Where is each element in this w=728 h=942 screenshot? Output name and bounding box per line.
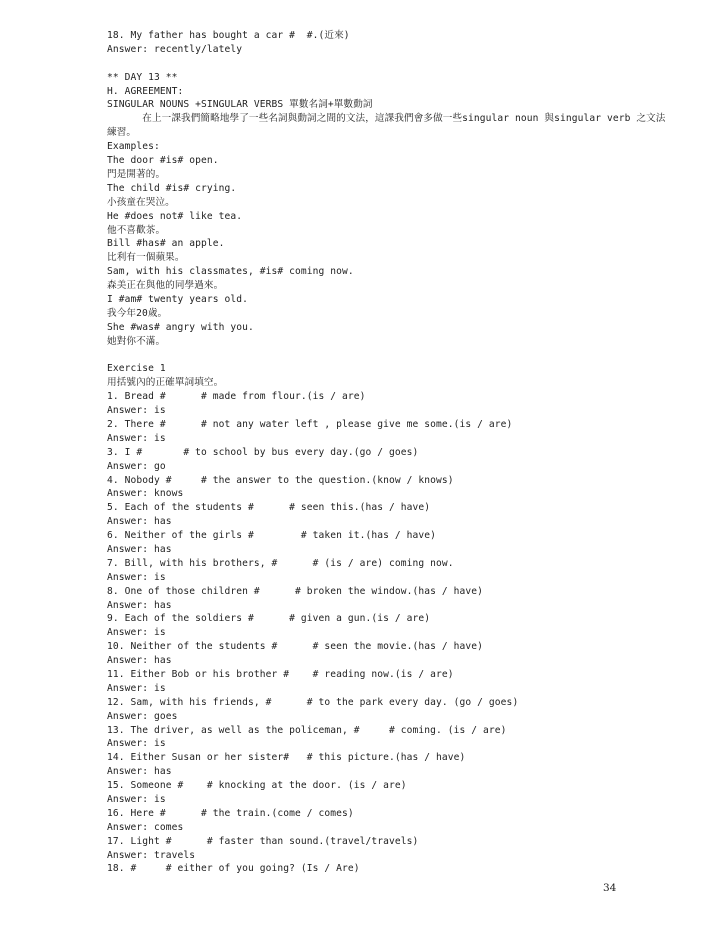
exercise-answer: Answer: is [107,738,166,750]
intro-paragraph: 在上一課我們簡略地學了一些名詞與動詞之間的文法，這課我們會多做一些singular noun 與singular verb 之文法練習。 [107,113,666,139]
exercise-answer: Answer: is [107,794,166,806]
example-line: He #does not# like tea. [107,210,243,222]
exercise-question: 16. Here # # the train.(come / comes) [107,807,354,819]
blank-line [107,57,667,71]
exercise-question: 4. Nobody # # the answer to the question.(know / knows) [107,474,454,486]
text-line: 18. My father has bought a car # #.(近來) [107,30,350,41]
section-heading: H. AGREEMENT: [107,85,184,97]
example-translation: 小孩童在哭泣。 [107,196,175,208]
exercise-answer: Answer: has [107,655,172,667]
exercise-question: 8. One of those children # # broken the window.(has / have) [107,585,484,597]
exercise-answer: Answer: knows [107,488,184,500]
section-subheading: SINGULAR NOUNS +SINGULAR VERBS 單數名詞+單數動詞 [107,99,373,111]
exercise-answer: Answer: travels [107,849,196,861]
exercise-question: 14. Either Susan or her sister# # this picture.(has / have) [107,752,466,764]
exercise-answer: Answer: is [107,432,166,444]
exercise-answer: Answer: has [107,543,172,555]
exercise-answer: Answer: is [107,405,166,417]
exercise-question: 13. The driver, as well as the policeman, # # coming. (is / are) [107,724,507,736]
exercise-answer: Answer: go [107,460,166,472]
exercise-answer: Answer: comes [107,821,184,833]
example-line: Bill #has# an apple. [107,238,225,250]
exercise-question: 7. Bill, with his brothers, # # (is / are) coming now. [107,557,454,569]
exercise-question: 10. Neither of the students # # seen the movie.(has / have) [107,641,484,653]
example-translation: 她對你不滿。 [107,335,166,347]
exercise-question: 9. Each of the soldiers # # given a gun.(is / are) [107,613,431,625]
exercise-question: 1. Bread # # made from flour.(is / are) [107,391,366,403]
text-line: Examples: [107,141,160,153]
exercise-answer: Answer: has [107,516,172,528]
example-line: I #am# twenty years old. [107,293,249,305]
document-body [107,29,667,876]
exercise-question: 11. Either Bob or his brother # # reading now.(is / are) [107,669,454,680]
example-translation: 門是開著的。 [107,168,166,180]
exercise-answer: Answer: is [107,571,166,583]
page-number: 34 [603,882,617,894]
exercise-question: 5. Each of the students # # seen this.(has / have) [107,502,431,514]
exercise-answer: Answer: is [107,627,166,639]
exercise-question: 6. Neither of the girls # # taken it.(has / have) [107,530,437,542]
exercise-question: 17. Light # # faster than sound.(travel/travels) [107,835,419,847]
exercise-question: 15. Someone # # knocking at the door. (is / are) [107,780,407,792]
example-translation: 他不喜歡茶。 [107,224,166,236]
exercise-question: 2. There # # not any water left , please give me some.(is / are) [107,418,513,430]
example-line: The child #is# crying. [107,182,237,194]
exercise-answer: Answer: has [107,599,172,611]
example-line: Sam, with his classmates, #is# coming now. [107,266,354,278]
exercise-answer: Answer: has [107,766,172,778]
exercise-question: 18. # # either of you going? (Is / Are) [107,863,360,875]
blank-line [107,349,667,363]
example-translation: 我今年20歲。 [107,307,168,319]
exercise-question: 12. Sam, with his friends, # # to the park every day. (go / goes) [107,696,519,708]
text-line: Answer: recently/lately [107,43,243,55]
exercise-instruction: 用括號內的正確單詞填空。 [107,377,224,389]
exercise-answer: Answer: goes [107,710,178,722]
exercise-title: Exercise 1 [107,363,166,375]
exercise-answer: Answer: is [107,682,166,694]
example-translation: 比利有一個蘋果。 [107,252,185,264]
example-translation: 森美正在與他的同學過來。 [107,280,224,292]
section-heading: ** DAY 13 ** [107,71,178,83]
example-line: The door #is# open. [107,155,219,167]
example-line: She #was# angry with you. [107,321,254,333]
exercise-question: 3. I # # to school by bus every day.(go / goes) [107,446,419,458]
